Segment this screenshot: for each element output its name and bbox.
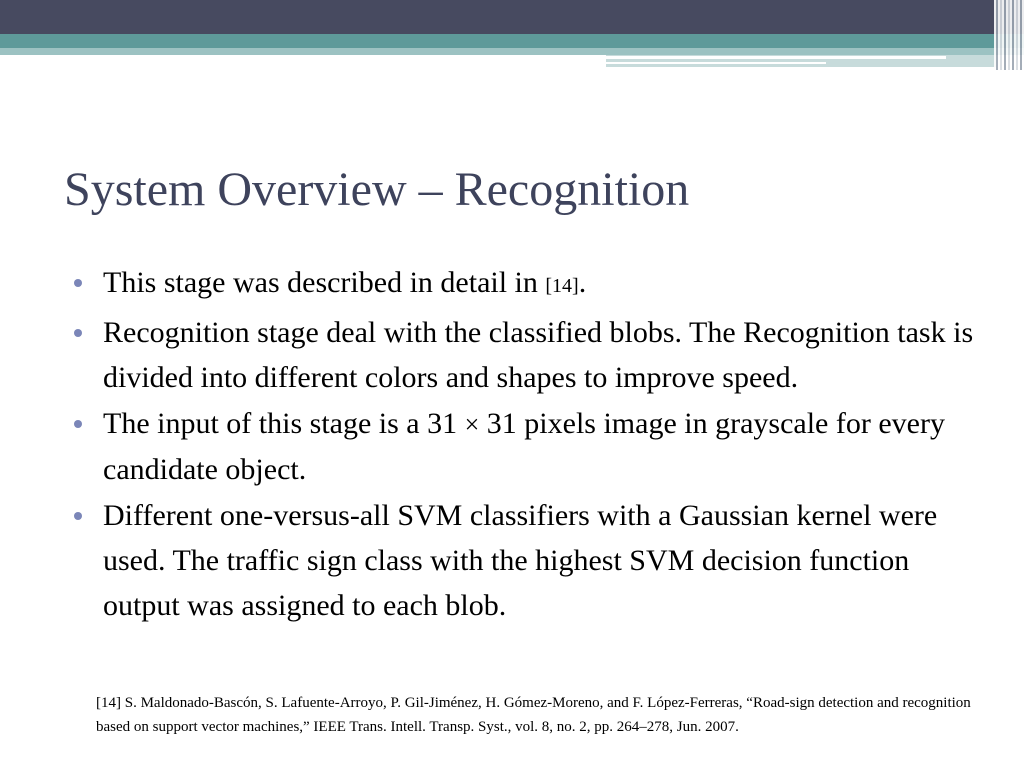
bullet-suffix: . xyxy=(578,266,587,299)
bullet-dot-icon xyxy=(74,512,82,520)
times-symbol: × xyxy=(464,410,480,439)
bullet-dot-icon xyxy=(74,279,82,287)
bullet-item xyxy=(74,493,974,628)
bullet-item xyxy=(74,260,974,309)
bullet-item xyxy=(74,310,974,400)
header-accent-line xyxy=(606,56,946,59)
header-light-band xyxy=(0,48,1024,55)
bullet-list xyxy=(74,260,974,629)
bullet-dot-icon xyxy=(74,420,82,428)
bullet-text-before: The input of this stage is a 31 xyxy=(103,407,465,440)
header-teal-band xyxy=(0,34,1024,48)
slide-title: System Overview – Recognition xyxy=(64,163,690,216)
header-dark-band xyxy=(0,0,1024,34)
header-accent-line-short xyxy=(606,62,826,64)
citation-ref: [14] xyxy=(545,275,579,297)
header-stripes xyxy=(994,0,1024,70)
bullet-text: Recognition stage deal with the classified blobs. The Recognition task is divided into different colors and shapes to improve speed. xyxy=(103,316,974,394)
bullet-text: This stage was described in detail in xyxy=(103,266,546,299)
bullet-text-after: 31 pixels image in grayscale for every candidate object. xyxy=(103,407,945,486)
bullet-text: Different one-versus-all SVM classifiers with a Gaussian kernel were used. The traffic sign class with the highest SVM decision function output was assigned to each blob. xyxy=(103,499,938,622)
bullet-dot-icon xyxy=(74,329,82,337)
bullet-item xyxy=(74,401,974,492)
footnote-reference: [14] S. Maldonado-Bascón, S. Lafuente-Arroyo, P. Gil-Jiménez, H. Gómez-Moreno, and F. López-Ferreras, “Road-sign detection and recognition based on support vector machines,” IEEE Trans. Intell. Transp. Syst., vol. 8, no. 2, pp. 264–278, Jun. 2007. xyxy=(96,695,971,735)
